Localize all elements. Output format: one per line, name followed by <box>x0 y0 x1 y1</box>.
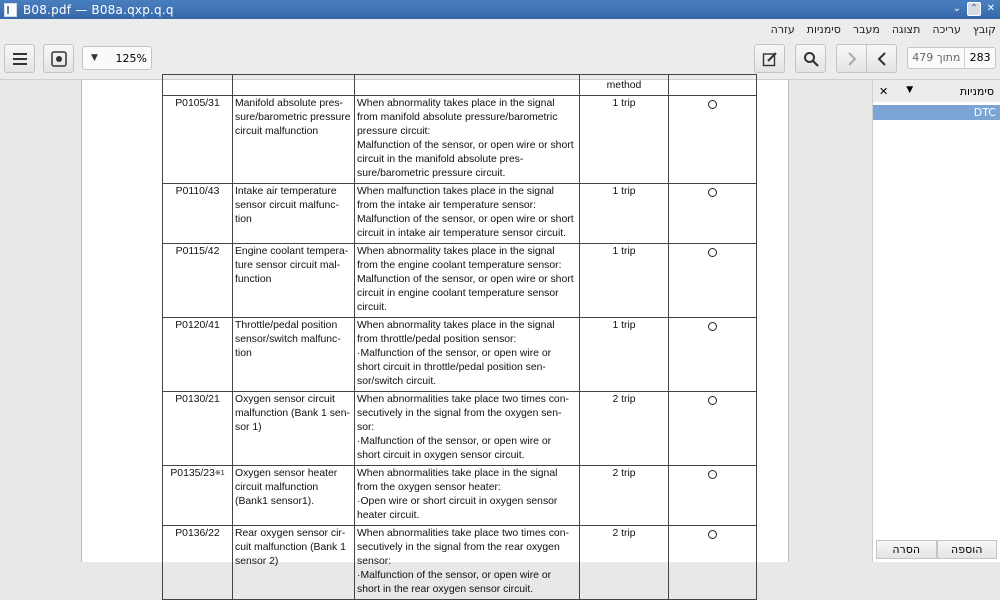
dtc-item: Manifold absolute pres- sure/barometric pressure circuit malfunction <box>233 96 355 184</box>
table-row <box>163 96 757 184</box>
dtc-mil-mark <box>669 318 757 392</box>
table-row <box>163 318 757 392</box>
maximize-button[interactable]: ⌃ <box>967 2 981 16</box>
dtc-method: 1 trip <box>580 318 669 392</box>
dtc-method: 1 trip <box>580 244 669 318</box>
window-title: B08.pdf — B08a.qxp.q.q <box>23 2 174 17</box>
menu-file[interactable]: קובץ <box>972 22 996 36</box>
dtc-mil-mark <box>669 184 757 244</box>
sidebar-title: סימניות <box>959 84 994 98</box>
menu-go[interactable]: מעבר <box>852 22 880 36</box>
hamburger-menu-button[interactable] <box>4 44 35 73</box>
dtc-code: P0135/23$^{※1}$ <box>163 466 233 526</box>
page-number-field[interactable] <box>907 47 996 69</box>
dtc-item: Intake air temperature sensor circuit malfunc- tion <box>233 184 355 244</box>
menu-icon <box>12 52 28 66</box>
circle-icon <box>708 188 717 197</box>
circle-icon <box>708 396 717 405</box>
dtc-item: Engine coolant tempera- ture sensor circuit mal- function <box>233 244 355 318</box>
search-icon <box>803 51 819 67</box>
dtc-item: Rear oxygen sensor cir- cuit malfunction (Bank 1 sensor 2) <box>233 526 355 600</box>
minimize-button[interactable]: ⌄ <box>952 3 962 14</box>
page-total: מתוך 479 <box>908 48 965 68</box>
table-header-row <box>163 75 757 96</box>
remove-bookmark-button[interactable]: הסרה <box>876 540 937 559</box>
dtc-method: 2 trip <box>580 526 669 600</box>
dtc-code: P0105/31 <box>163 96 233 184</box>
dtc-condition: When abnormality takes place in the signal from the engine coolant temperature sensor: Malfunction of the sensor, or open wire or short circuit in engine coolant temperature sensor circuit. <box>355 244 580 318</box>
table-row <box>163 244 757 318</box>
document-viewer[interactable] <box>0 80 872 595</box>
dtc-code: P0120/41 <box>163 318 233 392</box>
edit-icon <box>762 51 778 67</box>
dtc-mil-mark <box>669 466 757 526</box>
dtc-condition: When abnormalities take place two times con- secutively in the signal from the oxygen sen- sor: ·Malfunction of the sensor, or open wire or short circuit in oxygen sensor circuit. <box>355 392 580 466</box>
circle-icon <box>708 100 717 109</box>
gear-icon <box>51 51 67 67</box>
dtc-condition: When abnormality takes place in the signal from throttle/pedal position sensor: ·Malfunction of the sensor, or open wire or short circuit in throttle/pedal position sen- sor/switch circuit. <box>355 318 580 392</box>
circle-icon <box>708 322 717 331</box>
menu-bar <box>0 19 1000 39</box>
dtc-code: P0130/21 <box>163 392 233 466</box>
dtc-item: Oxygen sensor circuit malfunction (Bank 1 sen- sor 1) <box>233 392 355 466</box>
next-page-button[interactable] <box>836 44 867 73</box>
dtc-code: P0110/43 <box>163 184 233 244</box>
menu-bookmarks[interactable]: סימניות <box>806 22 841 36</box>
chevron-left-icon <box>877 52 887 66</box>
circle-icon <box>708 530 717 539</box>
zoom-select[interactable] <box>82 46 152 70</box>
previous-page-button[interactable] <box>866 44 897 73</box>
footnote-mark: ※1 <box>214 470 225 477</box>
sidebar-dropdown-icon[interactable]: ▼ <box>906 84 914 95</box>
close-button[interactable]: ✕ <box>986 3 996 14</box>
annotate-button[interactable] <box>754 44 785 73</box>
dtc-mil-mark <box>669 96 757 184</box>
chevron-down-icon: ▼ <box>91 53 98 63</box>
dtc-condition: When abnormalities take place two times con- secutively in the signal from the rear oxygen sensor: ·Malfunction of the sensor, or open wire or short in the rear oxygen sensor circuit. <box>355 526 580 600</box>
dtc-mil-mark <box>669 244 757 318</box>
zoom-value: 125% <box>115 51 147 65</box>
dtc-code: P0136/22 <box>163 526 233 600</box>
dtc-code: P0115/42 <box>163 244 233 318</box>
dtc-method: 1 trip <box>580 184 669 244</box>
sidebar-toggle-button[interactable] <box>43 44 74 73</box>
add-bookmark-button[interactable]: הוספה <box>937 540 998 559</box>
menu-view[interactable]: תצוגה <box>891 22 921 36</box>
title-bar <box>0 0 1000 19</box>
dtc-item: Oxygen sensor heater circuit malfunction (Bank1 sensor1). <box>233 466 355 526</box>
app-icon <box>4 3 17 17</box>
table-row <box>163 184 757 244</box>
menu-help[interactable]: עזרה <box>770 22 795 36</box>
bookmarks-sidebar <box>872 80 1000 562</box>
dtc-condition: When abnormality takes place in the signal from manifold absolute pressure/barometric pressure circuit: Malfunction of the sensor, or open wire or short circuit in the manifold absolute pres- sure/barometric pressure circuit. <box>355 96 580 184</box>
circle-icon <box>708 470 717 479</box>
dtc-table <box>162 74 757 600</box>
dtc-condition: When malfunction takes place in the signal from the intake air temperature sensor: Malfunction of the sensor, or open wire or short circuit in intake air temperature sensor circuit. <box>355 184 580 244</box>
method-header: method <box>580 75 669 96</box>
dtc-mil-mark <box>669 392 757 466</box>
page-current-input[interactable]: 283 <box>969 51 991 64</box>
dtc-mil-mark <box>669 526 757 600</box>
chevron-right-icon <box>847 52 857 66</box>
table-row <box>163 526 757 600</box>
pdf-page <box>81 80 789 595</box>
bookmark-item[interactable]: DTC <box>873 105 1000 120</box>
dtc-method: 2 trip <box>580 392 669 466</box>
circle-icon <box>708 248 717 257</box>
dtc-item: Throttle/pedal position sensor/switch malfunc- tion <box>233 318 355 392</box>
dtc-method: 2 trip <box>580 466 669 526</box>
menu-edit[interactable]: עריכה <box>932 22 961 36</box>
close-sidebar-icon[interactable]: ✕ <box>879 84 889 98</box>
dtc-condition: When abnormalities take place in the signal from the oxygen sensor heater: ·Open wire or short circuit in oxygen sensor heater circuit. <box>355 466 580 526</box>
dtc-method: 1 trip <box>580 96 669 184</box>
sidebar-header <box>873 80 1000 102</box>
table-row <box>163 392 757 466</box>
search-button[interactable] <box>795 44 826 73</box>
table-row <box>163 466 757 526</box>
